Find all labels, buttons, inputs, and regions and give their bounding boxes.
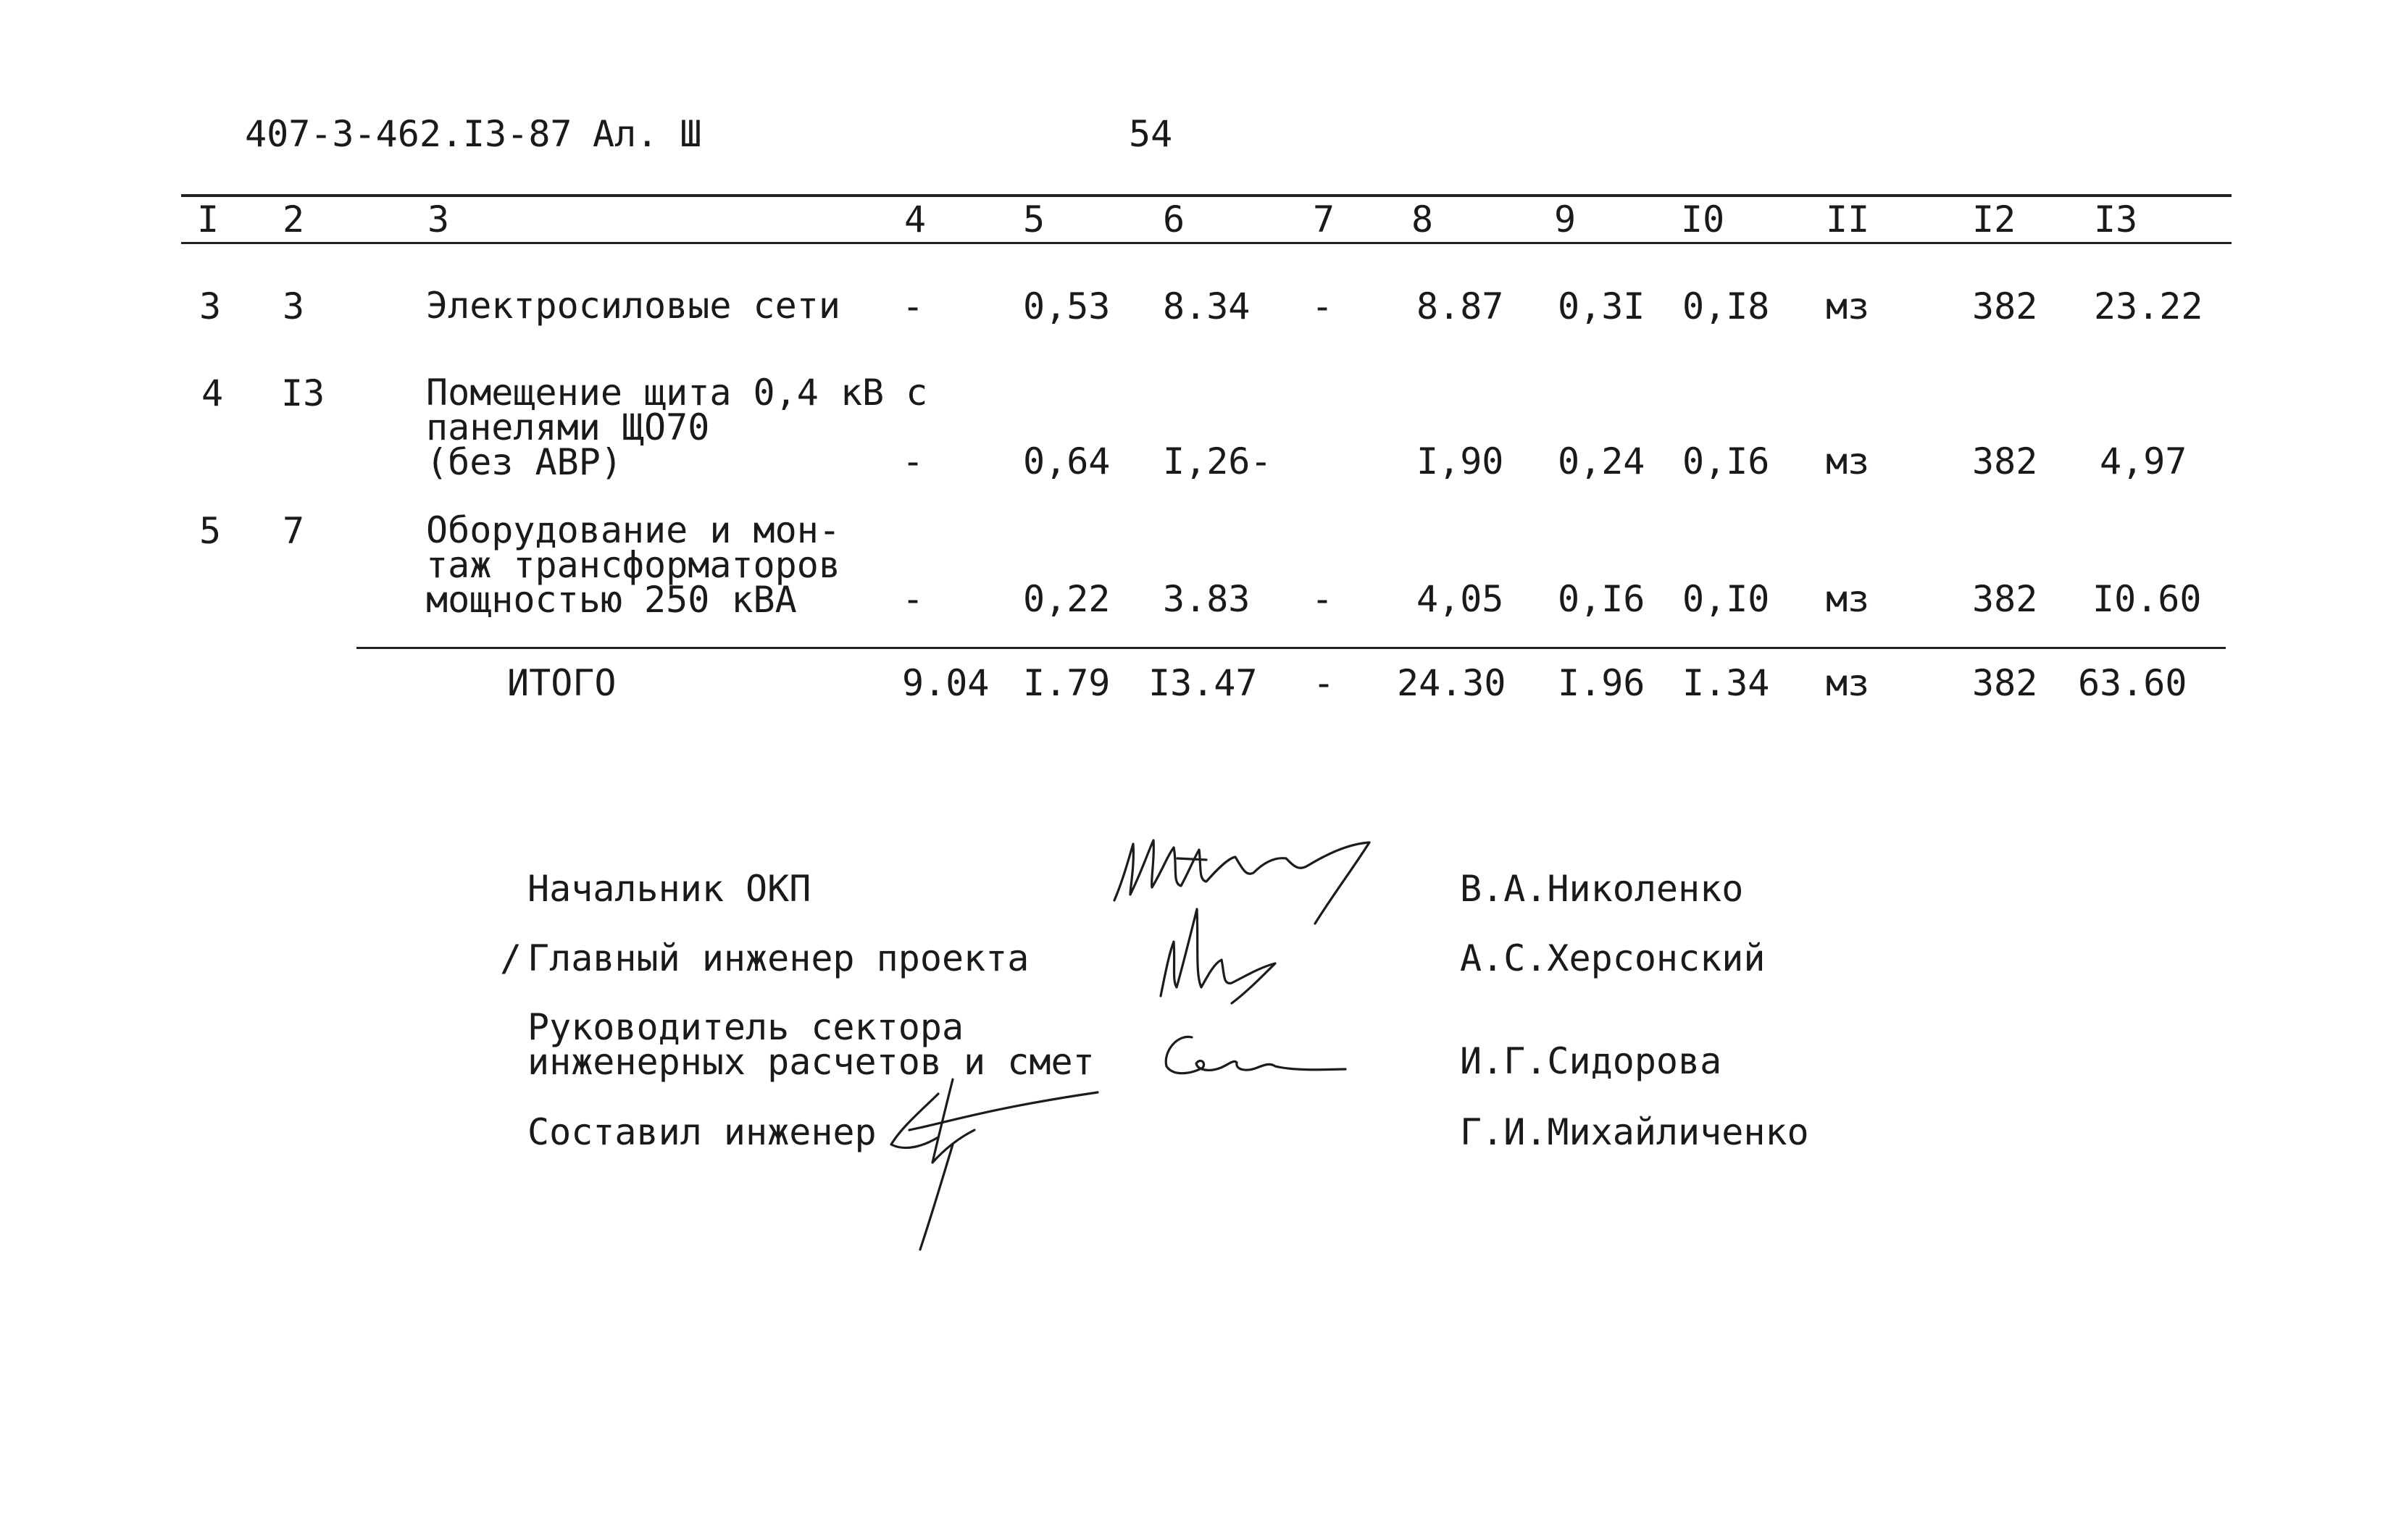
cell-col11: мз [1826,440,1870,482]
margin-slash-mark: / [500,937,522,979]
column-header: 6 [1163,198,1185,240]
header-bottom-rule [181,242,2232,244]
cell-col6: I,26- [1163,440,1272,482]
cell-col6: 8.34 [1163,285,1251,327]
signer-role: Начальник ОКП [527,868,811,910]
total-col5: I.79 [1023,662,1111,704]
row-index: 5 [199,510,222,552]
total-col7: - [1313,662,1335,704]
total-top-rule [356,647,2226,649]
column-header: 9 [1554,198,1577,240]
total-col9: I.96 [1558,662,1645,704]
cell-col12: 382 [1972,285,2038,327]
total-col8: 24.30 [1397,662,1506,704]
signer-role: Составил инженер [527,1111,877,1153]
column-header: I0 [1681,198,1725,240]
cell-col5: 0,22 [1023,578,1111,620]
album-number: Ал. Ш [593,113,702,155]
cell-col8: I,90 [1416,440,1504,482]
column-header: 3 [427,198,450,240]
row-name: Помещение щита 0,4 кВ с панелями ЩО70 (без АВР) [426,372,928,483]
row-name: Оборудование и мон- таж трансформаторов мощностью 250 кВА [426,509,840,621]
cell-col8: 8.87 [1416,285,1504,327]
signer-name: А.С.Херсонский [1460,937,1766,979]
cell-col5: 0,53 [1023,285,1111,327]
cell-col9: 0,I6 [1558,578,1645,620]
column-header: 7 [1313,198,1335,240]
row-ref: 7 [283,510,305,552]
cell-col10: 0,I8 [1682,285,1770,327]
column-header: II [1826,198,1870,240]
column-header: 4 [904,198,927,240]
total-label: ИТОГО [507,662,617,704]
row-ref: I3 [281,372,325,414]
cell-col13: 23.22 [2094,285,2203,327]
handwritten-signature-4 [866,1065,1105,1253]
cell-col8: 4,05 [1416,578,1504,620]
cell-col13: 4,97 [2100,440,2187,482]
cell-col9: 0,3I [1558,285,1645,327]
signer-role: Главный инженер проекта [527,937,1030,979]
cell-col4: - [902,440,924,482]
cell-col13: I0.60 [2092,578,2202,620]
cell-col7: - [1311,578,1334,620]
column-header: I [197,198,220,240]
row-index: 3 [199,285,222,327]
cell-col10: 0,I6 [1682,440,1770,482]
signer-name: Г.И.Михайличенко [1460,1111,1809,1153]
column-header: 5 [1023,198,1045,240]
column-header: I3 [2094,198,2138,240]
row-index: 4 [201,372,224,414]
total-col12: 382 [1972,662,2038,704]
table-top-rule [181,194,2232,197]
document-code: 407-3-462.I3-87 [245,113,572,155]
page-number: 54 [1129,113,1173,155]
handwritten-signature-3 [1156,1023,1351,1088]
cell-col4: - [902,285,924,327]
signer-name: В.А.Николенко [1460,868,1744,910]
cell-col12: 382 [1972,440,2038,482]
column-header: 8 [1411,198,1434,240]
total-col11: мз [1826,662,1870,704]
total-col10: I.34 [1682,662,1770,704]
cell-col7: - [1311,285,1334,327]
cell-col10: 0,I0 [1682,578,1770,620]
handwritten-signature-2 [1152,895,1311,1010]
cell-col5: 0,64 [1023,440,1111,482]
cell-col11: мз [1826,578,1870,620]
signer-role: Руководитель сектора инженерных расчетов и смет [527,1006,1095,1083]
total-col13: 63.60 [2078,662,2187,704]
column-header: I2 [1972,198,2016,240]
cell-col12: 382 [1972,578,2038,620]
cell-col11: мз [1826,285,1870,327]
column-header: 2 [283,198,305,240]
signer-name: И.Г.Сидорова [1460,1040,1722,1082]
cell-col6: 3.83 [1163,578,1251,620]
cell-col4: - [902,578,924,620]
total-col4: 9.04 [902,662,990,704]
row-ref: 3 [283,285,305,327]
total-col6: I3.47 [1148,662,1258,704]
row-name: Электросиловые сети [426,285,840,327]
cell-col9: 0,24 [1558,440,1645,482]
